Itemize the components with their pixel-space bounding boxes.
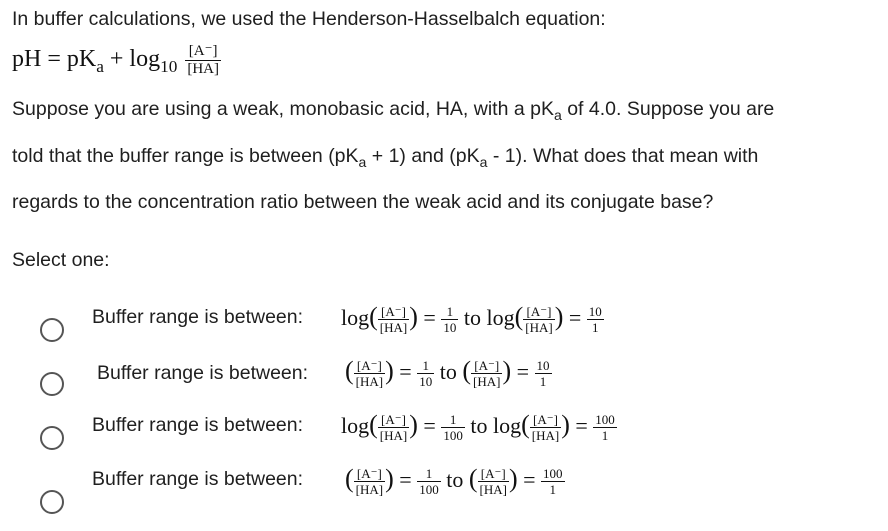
to-word: to xyxy=(439,359,457,384)
equals-sign: = xyxy=(568,305,582,330)
frac-den: 100 xyxy=(443,428,463,444)
to-word: to xyxy=(463,305,481,330)
frac-den: [HA] xyxy=(355,482,384,498)
high-bound-fraction xyxy=(535,359,552,388)
frac-den: 1 xyxy=(592,320,599,336)
frac-den: [HA] xyxy=(531,428,560,444)
radio-button[interactable] xyxy=(40,372,64,396)
option-math: log( $\frac{[A^-]}{[HA]}$ ) = $\frac{1}{100}$ to log( $\frac{[A^-]}{[HA]}$ ) = $\frac{100}{1}$ xyxy=(341,410,615,444)
frac-num: [A⁻] xyxy=(354,359,385,374)
frac-num: [A⁻] xyxy=(378,305,409,320)
eq-log-base: 10 xyxy=(160,57,178,77)
select-one-label: Select one: xyxy=(12,249,110,271)
ratio-fraction xyxy=(378,305,409,334)
option-label: Buffer range is between: xyxy=(92,306,304,328)
frac-den: [HA] xyxy=(479,482,507,498)
frac-den: [HA] xyxy=(473,374,501,390)
frac-num: 1 xyxy=(417,359,434,374)
equals-sign: = xyxy=(575,413,588,438)
frac-num: 100 xyxy=(595,412,615,428)
ratio-fraction xyxy=(378,413,409,442)
equals-sign: = xyxy=(423,413,436,438)
high-bound-fraction xyxy=(593,413,617,442)
radio-button[interactable] xyxy=(40,318,64,342)
option-4[interactable] xyxy=(0,462,888,514)
intro-text: In buffer calculations, we used the Henderson-Hasselbalch equation: xyxy=(12,8,606,30)
equals-sign: = xyxy=(423,305,436,330)
q1a: Suppose you are using a weak, monobasic acid, HA, with a pK xyxy=(12,98,554,120)
frac-num: 100 xyxy=(543,466,563,482)
low-bound-fraction xyxy=(441,305,458,334)
fn-name: log xyxy=(341,305,370,330)
frac-num: [A⁻] xyxy=(354,467,385,482)
option-math: ( $\frac{[A^-]}{[HA]}$ ) = $\frac{1}{100}$ to ( $\frac{[A^-]}{[HA]}$ ) = $\frac{100}{1}$ xyxy=(345,464,563,498)
question-line-2 xyxy=(12,145,758,170)
eq-sub-a: a xyxy=(96,57,104,77)
option-label: Buffer range is between: xyxy=(92,414,304,436)
frac-den: [HA] xyxy=(379,320,408,336)
eq-plus-log: + log xyxy=(103,46,161,73)
fn-name: log xyxy=(486,305,515,330)
frac-den: 10 xyxy=(443,320,457,336)
q2c: - 1). What does that mean with xyxy=(487,145,759,167)
equals-sign: = xyxy=(516,359,530,384)
eq-num: [A⁻] xyxy=(185,44,221,61)
frac-num: [A⁻] xyxy=(478,467,509,482)
ratio-fraction xyxy=(354,359,385,388)
option-1[interactable] xyxy=(0,300,888,352)
to-word: to xyxy=(470,413,488,438)
q2b: + 1) and (pK xyxy=(366,145,480,167)
high-bound-fraction xyxy=(541,467,565,496)
option-math: ( $\frac{[A^-]}{[HA]}$ ) = $\frac{1}{10}$ to ( $\frac{[A^-]}{[HA]}$ ) = $\frac{10}{1}$ xyxy=(345,356,550,390)
frac-den: [HA] xyxy=(355,374,384,390)
radio-button[interactable] xyxy=(40,426,64,450)
ratio-fraction xyxy=(530,413,561,442)
equals-sign: = xyxy=(523,467,536,492)
ratio-fraction xyxy=(478,467,509,496)
to-word: to xyxy=(446,467,464,492)
frac-num: 10 xyxy=(536,358,550,374)
equals-sign: = xyxy=(399,467,412,492)
option-label: Buffer range is between: xyxy=(92,468,304,490)
frac-den: 1 xyxy=(601,428,609,444)
frac-den: [HA] xyxy=(379,428,408,444)
frac-num: [A⁻] xyxy=(378,413,409,428)
q1b: of 4.0. Suppose you are xyxy=(561,98,775,120)
henderson-hasselbalch-equation xyxy=(12,44,221,77)
frac-num: 1 xyxy=(441,305,458,320)
ratio-fraction xyxy=(523,305,554,334)
equals-sign: = xyxy=(399,359,412,384)
frac-den: 100 xyxy=(419,482,439,498)
radio-button[interactable] xyxy=(40,490,64,514)
frac-den: 1 xyxy=(539,374,547,390)
q1sub: a xyxy=(553,106,562,123)
ratio-fraction xyxy=(354,467,385,496)
frac-num: [A⁻] xyxy=(523,305,554,320)
option-math: log( $\frac{[A^-]}{[HA]}$ ) = $\frac{1}{10}$ to log( $\frac{[A^-]}{[HA]}$ ) = $\frac{10}{1}$ xyxy=(341,302,602,336)
frac-num: [A⁻] xyxy=(471,359,502,374)
low-bound-fraction xyxy=(441,413,465,442)
low-bound-fraction xyxy=(417,359,434,388)
frac-num: 1 xyxy=(441,413,465,428)
frac-den: [HA] xyxy=(525,320,553,336)
frac-num: 10 xyxy=(588,304,602,320)
option-2[interactable] xyxy=(0,354,888,406)
q2sub2: a xyxy=(479,153,488,170)
frac-den: 1 xyxy=(549,482,557,498)
frac-num: 1 xyxy=(417,467,441,482)
low-bound-fraction xyxy=(417,467,441,496)
q2sub1: a xyxy=(358,153,367,170)
question-line-3: regards to the concentration ratio between the weak acid and its conjugate base? xyxy=(12,191,714,213)
eq-lhs: pH = pK xyxy=(12,46,97,73)
fn-name: log xyxy=(492,413,522,438)
question-line-1 xyxy=(12,98,774,123)
high-bound-fraction xyxy=(587,305,604,334)
fn-name: log xyxy=(341,413,370,438)
eq-fraction xyxy=(185,44,221,77)
ratio-fraction xyxy=(471,359,502,388)
option-label: Buffer range is between: xyxy=(97,362,309,384)
eq-den: [HA] xyxy=(187,61,219,77)
frac-den: 10 xyxy=(419,374,433,390)
option-3[interactable] xyxy=(0,408,888,460)
q2a: told that the buffer range is between (pK xyxy=(12,145,359,167)
frac-num: [A⁻] xyxy=(530,413,561,428)
